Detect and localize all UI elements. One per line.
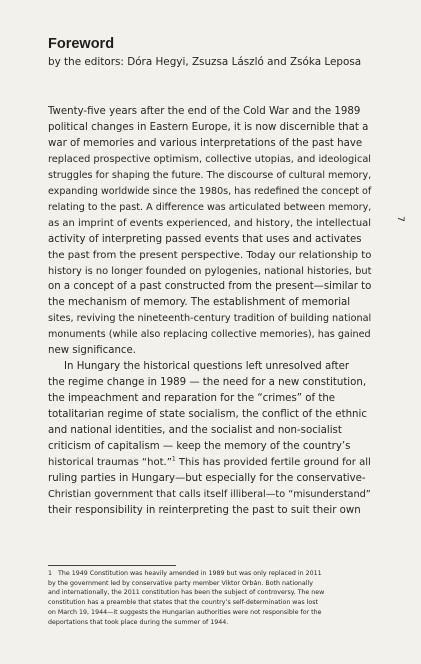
footnote-reference[interactable]: 1 — [171, 455, 176, 463]
body-line: monuments (while also replacing collective memories), has gained — [48, 329, 371, 341]
footnote-line: constitution has a preamble that states that the country’s self-determination was lost — [48, 599, 318, 607]
body-line: new significance. — [48, 345, 137, 357]
body-line: as an imprint of events experienced, and history, the intellectual — [48, 217, 372, 229]
body-line: activity of interpreting passed events that uses and activates — [48, 233, 362, 245]
body-line: relating to the past. A difference was articulated between memory, — [48, 201, 372, 213]
footnote-line: on March 19, 1944—it suggests the Hungarian authorities were not responsible for the — [48, 608, 322, 616]
footnote-line-text: The 1949 Constitution was heavily amended in 1989 but was only replaced in 2011 — [58, 570, 322, 577]
body-line: ruling parties in Hungary—but especially for the conservative- — [48, 472, 366, 484]
body-line: expanding worldwide since the 1980s, has redefined the concept of — [48, 185, 372, 197]
body-line-head: historical traumas “hot.” — [48, 456, 172, 468]
body-line: criticism of capitalism — keep the memory of the country’s — [48, 441, 351, 453]
footnote-line — [48, 569, 374, 579]
body-line: the past from the present perspective. Today our relationship to — [48, 249, 372, 261]
body-line: on a concept of a past constructed from the present—similar to — [48, 281, 372, 293]
body-line: the impeachment and reparation for the “crimes” of the — [48, 393, 336, 405]
body-line: history is no longer founded on pylogenies, national histories, but — [48, 265, 372, 277]
body-line-tail: This has provided fertile ground for all — [175, 456, 371, 468]
body-line: In Hungary the historical questions left unresolved after — [64, 361, 350, 373]
footnote — [48, 569, 374, 627]
body-line: the mechanism of memory. The establishment of memorial — [48, 297, 351, 309]
body-line: sites, reviving the nineteenth-century tradition of building national — [48, 313, 372, 325]
body-line: struggles for shaping the future. The discourse of cultural memory, — [48, 169, 372, 181]
page-number: 7 — [394, 216, 405, 222]
editors-byline: by the editors: Dóra Hegyi, Zsuzsa László and Zsóka Leposa — [48, 56, 362, 68]
body-line: Christian government that calls itself illiberal—to “misunderstand” — [48, 488, 371, 500]
page-title: Foreword — [48, 36, 115, 52]
body-line: war of memories and various interpretations of the past have — [48, 137, 363, 149]
body-line: and national identities, and the socialist and non-socialist — [48, 425, 342, 437]
body-line-with-footnote — [48, 455, 371, 471]
footnote-divider — [48, 565, 176, 566]
body-text — [48, 104, 371, 519]
body-line: replaced prospective optimism, collective utopias, and ideological — [48, 153, 372, 165]
footnote-line: and internationally, the 2011 constitution has been the subject of controversy. The new — [48, 589, 325, 597]
body-line: political changes in Eastern Europe, it is now discernible that a — [48, 121, 369, 133]
footnote-marker: 1 — [48, 570, 53, 577]
body-line: Twenty-five years after the end of the Cold War and the 1989 — [48, 106, 361, 117]
body-line: the regime change in 1989 — the need for a new constitution, — [48, 377, 367, 389]
footnote-line: by the government led by conservative party member Viktor Orbán. Both nationally — [48, 579, 313, 587]
body-line: totalitarian regime of state socialism, the conflict of the ethnic — [48, 409, 367, 421]
body-line: their responsibility in reinterpreting the past to suit their own — [48, 504, 361, 516]
footnote-line: deportations that took place during the summer of 1944. — [48, 618, 229, 626]
